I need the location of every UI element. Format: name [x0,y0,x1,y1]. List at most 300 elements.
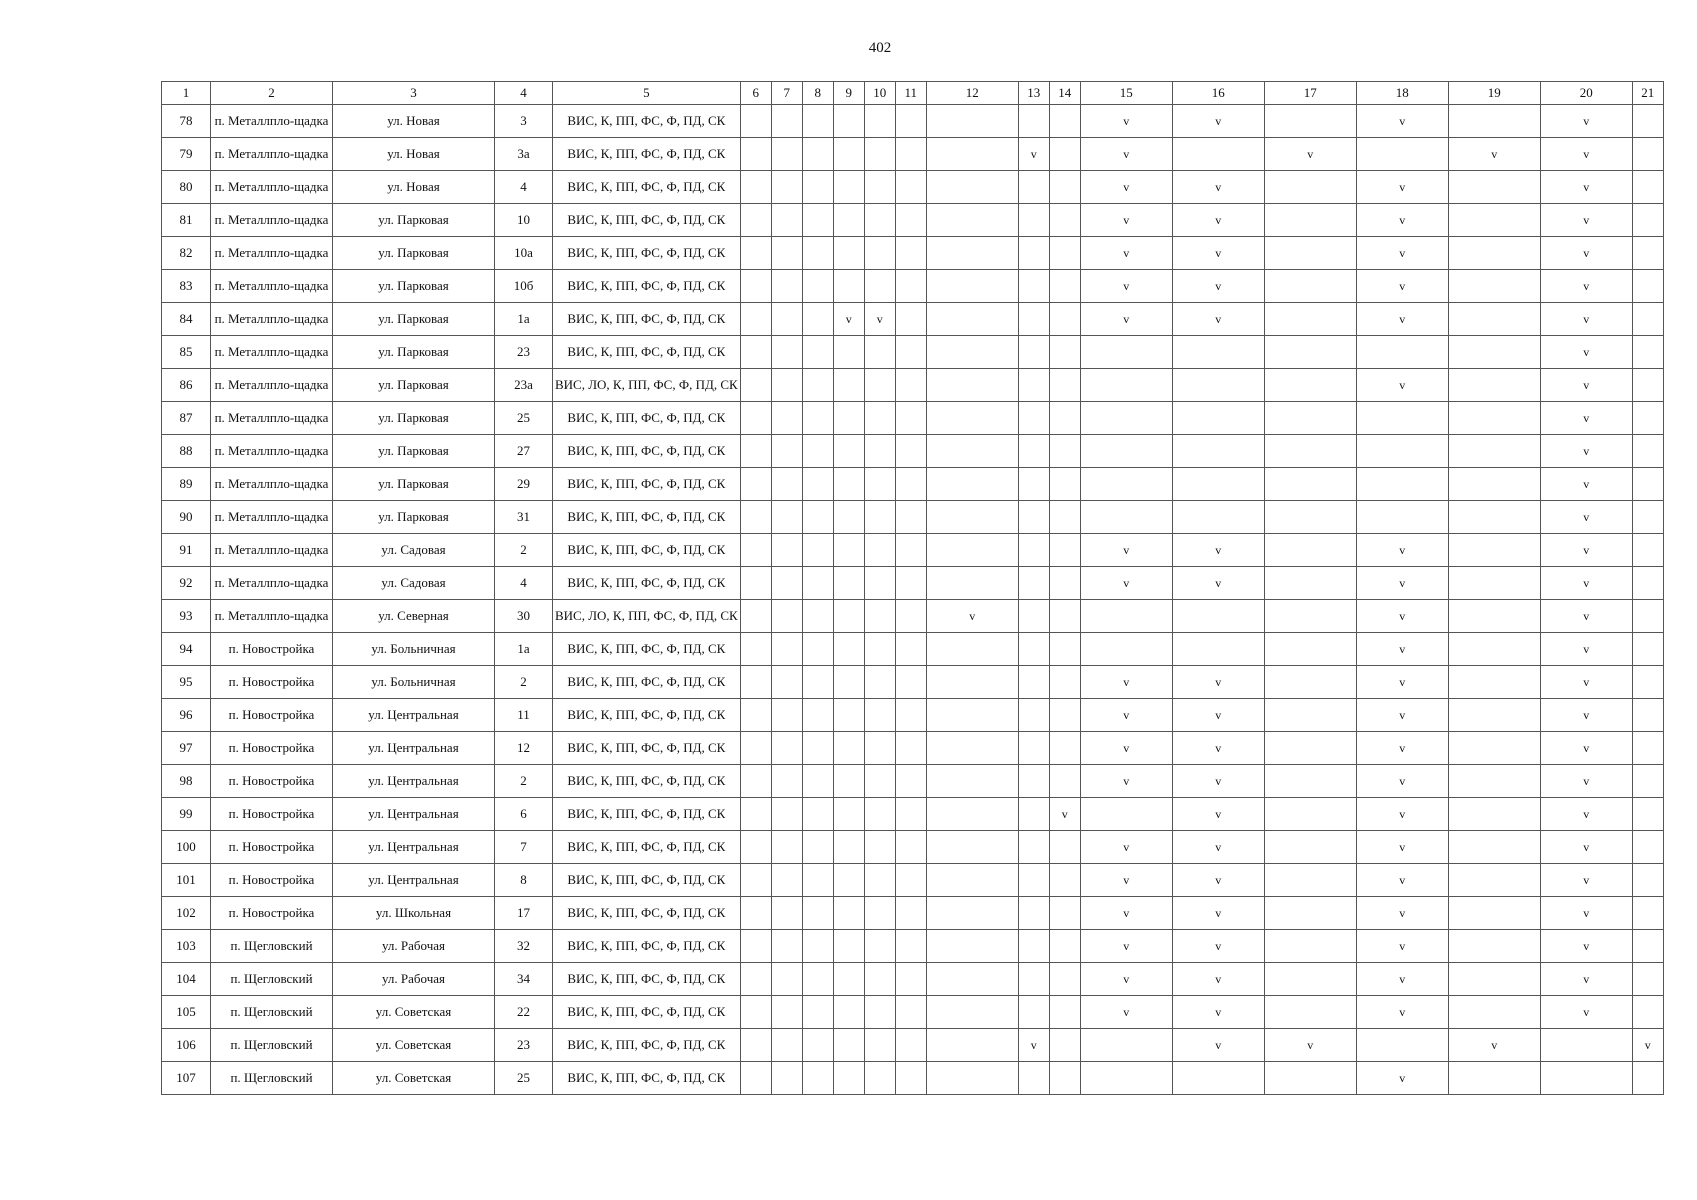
column-header-14: 14 [1049,82,1080,105]
mark-cell-col-10 [864,204,895,237]
mark-cell-col-19 [1448,1062,1540,1095]
mark-cell-col-11 [895,435,926,468]
mark-cell-col-19 [1448,270,1540,303]
mark-cell-col-12 [926,897,1018,930]
mark-cell-col-6 [740,897,771,930]
house-cell: 10б [495,270,553,303]
street-cell: ул. Садовая [333,567,495,600]
mark-cell-col-7 [771,369,802,402]
column-header-21: 21 [1632,82,1663,105]
mark-cell-col-7 [771,831,802,864]
mark-cell-col-11 [895,468,926,501]
row-number-cell: 78 [162,105,211,138]
mark-cell-col-11 [895,402,926,435]
mark-cell-col-7 [771,1062,802,1095]
mark-cell-col-20: v [1540,897,1632,930]
house-cell: 2 [495,534,553,567]
mark-cell-col-21 [1632,435,1663,468]
mark-cell-col-15 [1080,336,1172,369]
mark-cell-col-9 [833,864,864,897]
mark-cell-col-10 [864,237,895,270]
table-row [162,567,1664,600]
mark-cell-col-18 [1356,501,1448,534]
mark-cell-col-6 [740,699,771,732]
mark-cell-col-11 [895,963,926,996]
column-header-15: 15 [1080,82,1172,105]
mark-cell-col-17: v [1264,138,1356,171]
street-cell: ул. Парковая [333,435,495,468]
table-row [162,1062,1664,1095]
mark-cell-col-12 [926,1062,1018,1095]
mark-cell-col-9 [833,1029,864,1062]
mark-cell-col-14 [1049,963,1080,996]
mark-cell-col-16 [1172,1062,1264,1095]
mark-cell-col-13 [1018,633,1049,666]
column-header-12: 12 [926,82,1018,105]
settlement-cell: п. Металлпло-щадка [211,567,333,600]
mark-cell-col-13 [1018,567,1049,600]
mark-cell-col-20: v [1540,303,1632,336]
mark-cell-col-8 [802,369,833,402]
mark-cell-col-9 [833,369,864,402]
mark-cell-col-13 [1018,930,1049,963]
row-number-cell: 93 [162,600,211,633]
settlement-cell: п. Новостройка [211,798,333,831]
row-number-cell: 100 [162,831,211,864]
mark-cell-col-7 [771,996,802,1029]
table-row [162,171,1664,204]
settlement-cell: п. Новостройка [211,864,333,897]
mark-cell-col-17 [1264,699,1356,732]
mark-cell-col-9 [833,402,864,435]
mark-cell-col-13 [1018,666,1049,699]
mark-cell-col-9 [833,765,864,798]
mark-cell-col-15: v [1080,930,1172,963]
mark-cell-col-19 [1448,600,1540,633]
mark-cell-col-11 [895,1029,926,1062]
table-row [162,138,1664,171]
mark-cell-col-14 [1049,831,1080,864]
mark-cell-col-9 [833,600,864,633]
mark-cell-col-19 [1448,963,1540,996]
row-number-cell: 81 [162,204,211,237]
mark-cell-col-19: v [1448,138,1540,171]
street-cell: ул. Рабочая [333,930,495,963]
services-cell: ВИС, К, ПП, ФС, Ф, ПД, СК [553,336,741,369]
mark-cell-col-13 [1018,996,1049,1029]
mark-cell-col-15 [1080,798,1172,831]
mark-cell-col-12 [926,831,1018,864]
mark-cell-col-15 [1080,435,1172,468]
mark-cell-col-15 [1080,468,1172,501]
mark-cell-col-6 [740,435,771,468]
house-cell: 6 [495,798,553,831]
house-cell: 1а [495,633,553,666]
mark-cell-col-18: v [1356,864,1448,897]
mark-cell-col-8 [802,732,833,765]
mark-cell-col-19 [1448,765,1540,798]
street-cell: ул. Парковая [333,237,495,270]
row-number-cell: 99 [162,798,211,831]
services-cell: ВИС, К, ПП, ФС, Ф, ПД, СК [553,303,741,336]
mark-cell-col-21 [1632,666,1663,699]
mark-cell-col-11 [895,996,926,1029]
mark-cell-col-20: v [1540,996,1632,1029]
mark-cell-col-20: v [1540,732,1632,765]
mark-cell-col-19 [1448,732,1540,765]
mark-cell-col-13 [1018,963,1049,996]
table-row [162,105,1664,138]
services-cell: ВИС, К, ПП, ФС, Ф, ПД, СК [553,204,741,237]
mark-cell-col-14 [1049,138,1080,171]
mark-cell-col-21 [1632,534,1663,567]
settlement-cell: п. Металлпло-щадка [211,534,333,567]
mark-cell-col-7 [771,303,802,336]
mark-cell-col-15: v [1080,864,1172,897]
mark-cell-col-6 [740,798,771,831]
services-cell: ВИС, К, ПП, ФС, Ф, ПД, СК [553,237,741,270]
house-cell: 29 [495,468,553,501]
mark-cell-col-14 [1049,237,1080,270]
mark-cell-col-13: v [1018,138,1049,171]
mark-cell-col-21 [1632,897,1663,930]
mark-cell-col-7 [771,699,802,732]
street-cell: ул. Новая [333,171,495,204]
mark-cell-col-18: v [1356,732,1448,765]
house-cell: 34 [495,963,553,996]
mark-cell-col-7 [771,336,802,369]
row-number-cell: 92 [162,567,211,600]
mark-cell-col-6 [740,567,771,600]
row-number-cell: 83 [162,270,211,303]
settlement-cell: п. Новостройка [211,765,333,798]
house-cell: 12 [495,732,553,765]
mark-cell-col-19 [1448,831,1540,864]
column-header-20: 20 [1540,82,1632,105]
mark-cell-col-7 [771,666,802,699]
mark-cell-col-19 [1448,798,1540,831]
mark-cell-col-6 [740,501,771,534]
mark-cell-col-16 [1172,600,1264,633]
mark-cell-col-12 [926,435,1018,468]
column-header-11: 11 [895,82,926,105]
street-cell: ул. Центральная [333,798,495,831]
mark-cell-col-8 [802,105,833,138]
mark-cell-col-10 [864,1029,895,1062]
column-header-6: 6 [740,82,771,105]
mark-cell-col-16: v [1172,732,1264,765]
mark-cell-col-16: v [1172,567,1264,600]
mark-cell-col-11 [895,204,926,237]
mark-cell-col-17 [1264,633,1356,666]
settlement-cell: п. Металлпло-щадка [211,303,333,336]
mark-cell-col-9 [833,831,864,864]
table-row [162,666,1664,699]
mark-cell-col-13 [1018,732,1049,765]
mark-cell-col-19 [1448,666,1540,699]
column-header-19: 19 [1448,82,1540,105]
mark-cell-col-18 [1356,336,1448,369]
mark-cell-col-11 [895,336,926,369]
table-row [162,237,1664,270]
mark-cell-col-8 [802,237,833,270]
mark-cell-col-9 [833,666,864,699]
mark-cell-col-18: v [1356,798,1448,831]
settlement-cell: п. Металлпло-щадка [211,336,333,369]
mark-cell-col-12 [926,732,1018,765]
mark-cell-col-19 [1448,402,1540,435]
mark-cell-col-7 [771,963,802,996]
settlement-cell: п. Металлпло-щадка [211,501,333,534]
street-cell: ул. Новая [333,138,495,171]
mark-cell-col-9 [833,468,864,501]
mark-cell-col-20: v [1540,831,1632,864]
services-cell: ВИС, К, ПП, ФС, Ф, ПД, СК [553,534,741,567]
table-row [162,204,1664,237]
mark-cell-col-10 [864,567,895,600]
row-number-cell: 94 [162,633,211,666]
mark-cell-col-15 [1080,402,1172,435]
mark-cell-col-8 [802,831,833,864]
mark-cell-col-18 [1356,138,1448,171]
mark-cell-col-12: v [926,600,1018,633]
settlement-cell: п. Металлпло-щадка [211,204,333,237]
mark-cell-col-10 [864,600,895,633]
mark-cell-col-13 [1018,600,1049,633]
mark-cell-col-9: v [833,303,864,336]
settlement-cell: п. Металлпло-щадка [211,138,333,171]
mark-cell-col-10 [864,798,895,831]
mark-cell-col-15 [1080,1029,1172,1062]
mark-cell-col-7 [771,600,802,633]
mark-cell-col-21 [1632,1062,1663,1095]
mark-cell-col-8 [802,1029,833,1062]
settlement-cell: п. Металлпло-щадка [211,600,333,633]
mark-cell-col-15 [1080,633,1172,666]
mark-cell-col-13 [1018,501,1049,534]
row-number-cell: 97 [162,732,211,765]
mark-cell-col-10 [864,666,895,699]
mark-cell-col-18: v [1356,666,1448,699]
mark-cell-col-21 [1632,237,1663,270]
settlement-cell: п. Металлпло-щадка [211,369,333,402]
mark-cell-col-13 [1018,765,1049,798]
mark-cell-col-7 [771,765,802,798]
settlement-cell: п. Щегловский [211,1062,333,1095]
mark-cell-col-8 [802,864,833,897]
mark-cell-col-13 [1018,699,1049,732]
house-cell: 1а [495,303,553,336]
mark-cell-col-13 [1018,237,1049,270]
mark-cell-col-14 [1049,765,1080,798]
mark-cell-col-14 [1049,501,1080,534]
mark-cell-col-10 [864,336,895,369]
column-header-18: 18 [1356,82,1448,105]
mark-cell-col-16: v [1172,864,1264,897]
house-cell: 2 [495,765,553,798]
mark-cell-col-10 [864,930,895,963]
mark-cell-col-17 [1264,765,1356,798]
street-cell: ул. Парковая [333,369,495,402]
street-cell: ул. Северная [333,600,495,633]
mark-cell-col-20: v [1540,270,1632,303]
mark-cell-col-15: v [1080,897,1172,930]
mark-cell-col-12 [926,996,1018,1029]
column-header-2: 2 [211,82,333,105]
mark-cell-col-16: v [1172,237,1264,270]
mark-cell-col-13 [1018,468,1049,501]
mark-cell-col-21 [1632,864,1663,897]
column-header-7: 7 [771,82,802,105]
mark-cell-col-9 [833,897,864,930]
settlement-cell: п. Новостройка [211,831,333,864]
settlement-cell: п. Новостройка [211,732,333,765]
mark-cell-col-21 [1632,765,1663,798]
mark-cell-col-15: v [1080,303,1172,336]
row-number-cell: 106 [162,1029,211,1062]
mark-cell-col-8 [802,171,833,204]
mark-cell-col-21 [1632,204,1663,237]
settlement-cell: п. Новостройка [211,897,333,930]
table-row [162,501,1664,534]
mark-cell-col-18: v [1356,633,1448,666]
services-cell: ВИС, К, ПП, ФС, Ф, ПД, СК [553,699,741,732]
street-cell: ул. Центральная [333,831,495,864]
mark-cell-col-10 [864,963,895,996]
mark-cell-col-14 [1049,105,1080,138]
mark-cell-col-9 [833,1062,864,1095]
house-cell: 25 [495,402,553,435]
mark-cell-col-18: v [1356,930,1448,963]
table-row [162,270,1664,303]
mark-cell-col-16 [1172,468,1264,501]
mark-cell-col-12 [926,864,1018,897]
mark-cell-col-7 [771,435,802,468]
settlement-cell: п. Металлпло-щадка [211,468,333,501]
mark-cell-col-6 [740,666,771,699]
mark-cell-col-14 [1049,864,1080,897]
mark-cell-col-21 [1632,402,1663,435]
street-cell: ул. Советская [333,1029,495,1062]
table-row [162,369,1664,402]
mark-cell-col-8 [802,336,833,369]
settlement-cell: п. Новостройка [211,633,333,666]
mark-cell-col-19 [1448,534,1540,567]
settlement-cell: п. Новостройка [211,699,333,732]
street-cell: ул. Парковая [333,501,495,534]
mark-cell-col-9 [833,204,864,237]
mark-cell-col-18: v [1356,897,1448,930]
mark-cell-col-10 [864,864,895,897]
mark-cell-col-13 [1018,303,1049,336]
mark-cell-col-8 [802,402,833,435]
house-cell: 10 [495,204,553,237]
mark-cell-col-6 [740,963,771,996]
mark-cell-col-19: v [1448,1029,1540,1062]
mark-cell-col-13 [1018,270,1049,303]
mark-cell-col-20: v [1540,798,1632,831]
mark-cell-col-14 [1049,1029,1080,1062]
house-cell: 3 [495,105,553,138]
mark-cell-col-17 [1264,336,1356,369]
mark-cell-col-13 [1018,105,1049,138]
mark-cell-col-18: v [1356,600,1448,633]
services-cell: ВИС, К, ПП, ФС, Ф, ПД, СК [553,567,741,600]
table-row [162,963,1664,996]
mark-cell-col-14 [1049,303,1080,336]
mark-cell-col-15: v [1080,204,1172,237]
mark-cell-col-6 [740,864,771,897]
mark-cell-col-9 [833,237,864,270]
mark-cell-col-17 [1264,204,1356,237]
mark-cell-col-18: v [1356,303,1448,336]
mark-cell-col-12 [926,402,1018,435]
mark-cell-col-15 [1080,369,1172,402]
mark-cell-col-19 [1448,468,1540,501]
mark-cell-col-14 [1049,402,1080,435]
mark-cell-col-8 [802,963,833,996]
table-body [162,105,1664,1095]
mark-cell-col-17 [1264,369,1356,402]
mark-cell-col-11 [895,699,926,732]
mark-cell-col-15 [1080,501,1172,534]
mark-cell-col-12 [926,666,1018,699]
mark-cell-col-9 [833,501,864,534]
house-cell: 7 [495,831,553,864]
mark-cell-col-18: v [1356,171,1448,204]
mark-cell-col-21: v [1632,1029,1663,1062]
mark-cell-col-7 [771,930,802,963]
mark-cell-col-7 [771,732,802,765]
mark-cell-col-11 [895,765,926,798]
mark-cell-col-8 [802,897,833,930]
column-header-3: 3 [333,82,495,105]
mark-cell-col-13 [1018,534,1049,567]
mark-cell-col-12 [926,963,1018,996]
street-cell: ул. Парковая [333,468,495,501]
mark-cell-col-11 [895,567,926,600]
mark-cell-col-7 [771,1029,802,1062]
header-row [162,82,1664,105]
services-cell: ВИС, К, ПП, ФС, Ф, ПД, СК [553,633,741,666]
mark-cell-col-20 [1540,1029,1632,1062]
mark-cell-col-9 [833,534,864,567]
mark-cell-col-16: v [1172,303,1264,336]
mark-cell-col-13 [1018,336,1049,369]
table-row [162,732,1664,765]
house-cell: 22 [495,996,553,1029]
mark-cell-col-11 [895,600,926,633]
mark-cell-col-20 [1540,1062,1632,1095]
table-row [162,831,1664,864]
mark-cell-col-16: v [1172,930,1264,963]
mark-cell-col-9 [833,336,864,369]
row-number-cell: 79 [162,138,211,171]
table-row [162,633,1664,666]
mark-cell-col-8 [802,435,833,468]
mark-cell-col-21 [1632,831,1663,864]
mark-cell-col-21 [1632,732,1663,765]
mark-cell-col-20: v [1540,138,1632,171]
mark-cell-col-19 [1448,435,1540,468]
mark-cell-col-10 [864,270,895,303]
mark-cell-col-17 [1264,105,1356,138]
mark-cell-col-15: v [1080,666,1172,699]
mark-cell-col-14 [1049,270,1080,303]
street-cell: ул. Новая [333,105,495,138]
mark-cell-col-17 [1264,930,1356,963]
mark-cell-col-15: v [1080,534,1172,567]
